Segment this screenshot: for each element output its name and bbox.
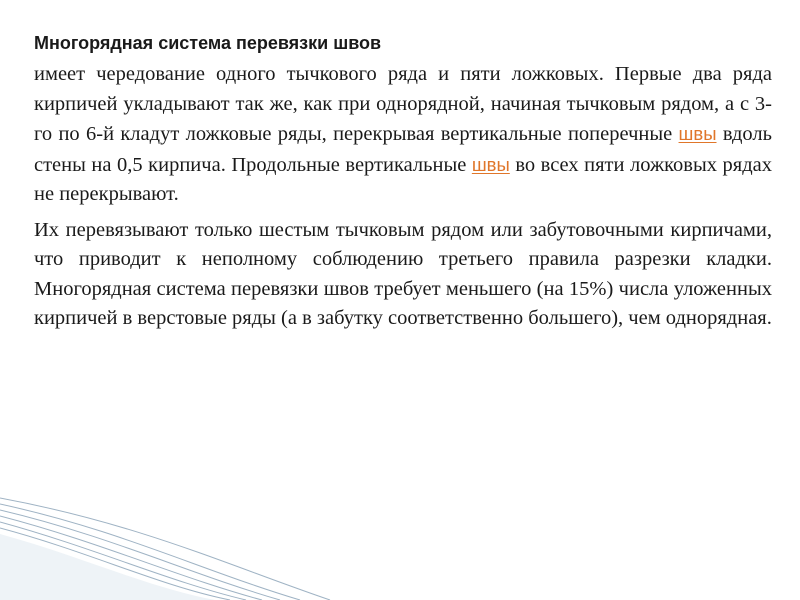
decorative-lines bbox=[0, 490, 800, 600]
seams-link-2[interactable]: швы bbox=[471, 153, 510, 175]
paragraph-1 bbox=[34, 60, 772, 210]
paragraph-1-part-2: вдоль стены на 0,5 кирпича. Продольные вертикальные bbox=[34, 123, 772, 176]
slide-content bbox=[34, 30, 772, 340]
slide-heading: Многорядная система перевязки швов bbox=[34, 33, 382, 53]
paragraph-1-part-3: во всех пяти ложковых рядах не перекрывают. bbox=[34, 153, 772, 205]
paragraph-1-part-1: имеет чередование одного тычкового ряда и пяти ложковых. Первые два ряда кирпичей укладывают так же, как при однорядной, начиная тычковым рядом, а с 3-го по 6-й кладут ложковые ряды, перекрывая вертикальные поперечные bbox=[34, 63, 772, 145]
seams-link-1[interactable]: швы bbox=[678, 123, 717, 144]
paragraph-2: Их перевязывают только шестым тычковым рядом или забутовочными кирпичами, что приводит к неполному соблюдению третьего правила разрезки кладки. Многорядная система перевязки швов требует меньшего (на 15%) числа уложенных кирпичей в верстовые ряды (а в забутку соответственно большего), чем однорядная. bbox=[34, 218, 772, 329]
